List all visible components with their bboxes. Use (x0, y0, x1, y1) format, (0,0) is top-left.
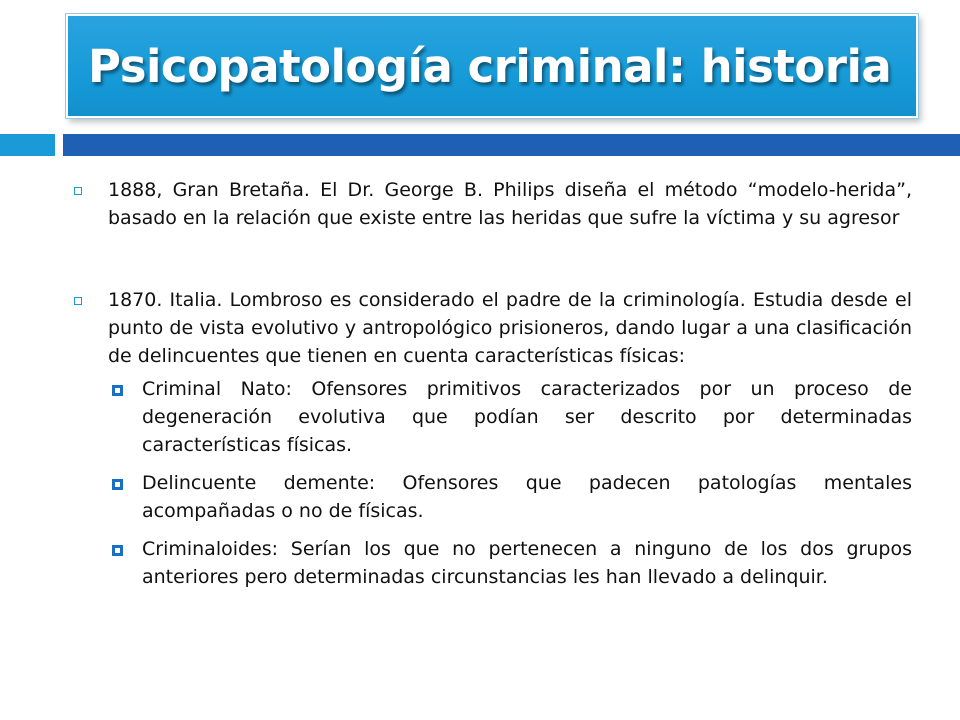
bullet-item (70, 176, 912, 232)
filled-square-bullet-icon (112, 545, 123, 556)
sub-bullet-item (108, 535, 912, 591)
bullet-text: 1888, Gran Bretaña. El Dr. George B. Philips diseña el método “modelo-herida”, basado en la relación que existe entre las heridas que sufre la víctima y su agresor (108, 179, 912, 229)
sub-bullet-text: Delincuente demente: Ofensores que padecen patologías mentales acompañadas o no de físicas. (142, 472, 912, 522)
slide-title: Psicopatología criminal: historia (88, 39, 892, 93)
filled-square-bullet-icon (112, 385, 123, 396)
square-outline-bullet-icon (74, 187, 82, 195)
title-banner (66, 14, 918, 118)
decorative-square (0, 134, 55, 156)
decorative-bar (63, 134, 960, 156)
filled-square-bullet-icon (112, 479, 123, 490)
sub-bullet-item (108, 375, 912, 459)
sub-bullet-text: Criminaloides: Serían los que no pertenecen a ninguno de los dos grupos anteriores pero determinadas circunstancias les han llevado a delinquir. (142, 538, 912, 588)
sub-bullet-text: Criminal Nato: Ofensores primitivos caracterizados por un proceso de degeneración evolutiva que podían ser descrito por determinadas características físicas. (142, 378, 912, 456)
bullet-item (70, 286, 912, 370)
square-outline-bullet-icon (74, 297, 82, 305)
slide-body (70, 176, 912, 591)
bullet-text: 1870. Italia. Lombroso es considerado el padre de la criminología. Estudia desde el punto de vista evolutivo y antropológico prisioneros, dando lugar a una clasificación de delincuentes que tienen en cuenta características físicas: (108, 289, 912, 367)
sub-bullet-item (108, 469, 912, 525)
